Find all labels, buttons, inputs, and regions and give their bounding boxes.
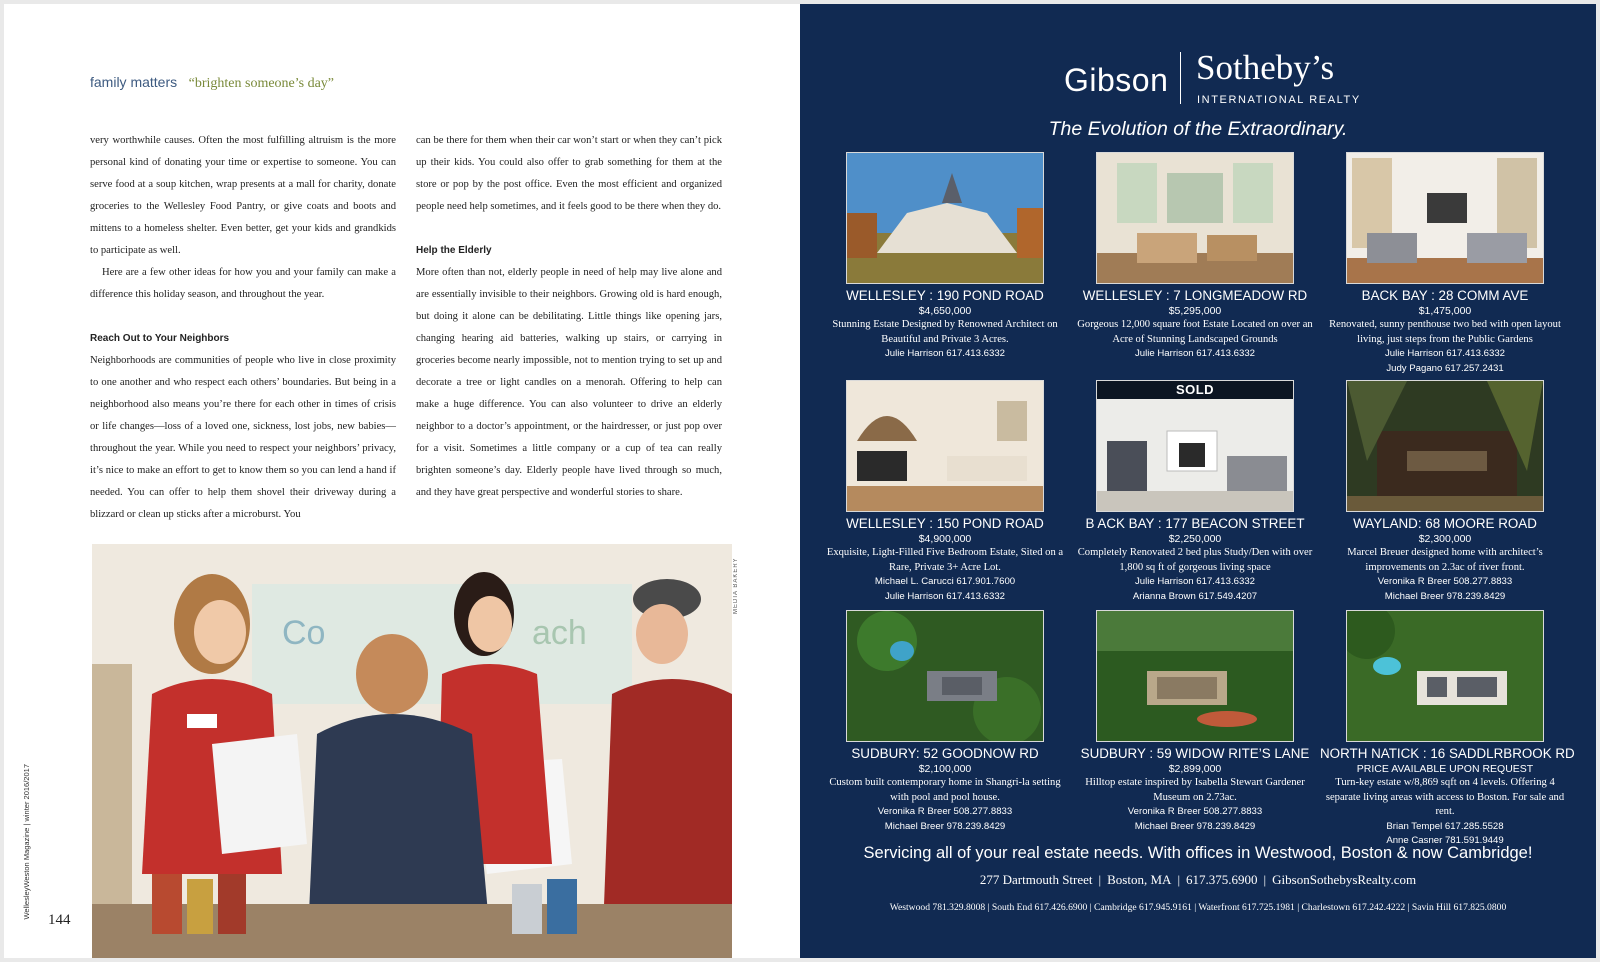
listing-description: Turn-key estate w/8,869 sqft on 4 levels. Offering 4 separate living areas with access to Boston. For sale and rent.: [1325, 777, 1565, 817]
listing-photo: [1346, 610, 1544, 742]
listing-address: WELLESLEY : 7 LONGMEADOW RD: [1082, 288, 1308, 303]
listing-price: $4,900,000: [918, 533, 972, 545]
page-number: 144: [48, 912, 71, 928]
section-header: [90, 74, 334, 92]
listing-description: Renovated, sunny penthouse two bed with open layout living, just steps from the Public Gardens: [1329, 319, 1561, 345]
brand-subtitle: INTERNATIONAL REALTY: [1197, 94, 1361, 106]
listing-agent: Michael L. Carucci 617.901.7600: [874, 576, 1016, 587]
listing-address: B ACK BAY : 177 BEACON STREET: [1085, 516, 1305, 531]
section-name: family matters: [90, 74, 178, 90]
listing-agent: Judy Pagano 617.257.2431: [1386, 362, 1504, 374]
article-column-1: [90, 130, 396, 526]
listing-description: Marcel Breuer designed home with architect’s improvements on 2.3ac of river front.: [1347, 547, 1543, 573]
article-paragraph: Neighborhoods are communities of people who live in close proximity to one another and who respect each others’ boundaries. But being in a neighborhood also means you’re there for each other in times of crisis or life changes—loss of a loved one, sickness, lost jobs, new babies—throughout the year. While you need to respect your neighbors’ privacy, it’s nice to make an effort to get to know them so you can lend a hand if needed. You can offer to help them shovel their driveway during a blizzard or clean up sticks after a microburst. You: [90, 355, 396, 520]
listing-agent: Julie Harrison 617.413.6332: [884, 348, 1005, 359]
listing-photo: [846, 380, 1044, 512]
left-page: [4, 4, 800, 958]
section-subtitle: “brighten someone’s day”: [188, 76, 335, 91]
listing-card: [1320, 152, 1570, 376]
listing-photo: [1096, 380, 1294, 512]
listing-photo: [1096, 152, 1294, 284]
listing-agent: Brian Tempel 617.285.5528: [1386, 820, 1504, 832]
listing-agent: Veronika R Breer 508.277.8833: [877, 806, 1013, 817]
listing-card: [1070, 152, 1320, 362]
listing-card: [820, 610, 1070, 834]
listing-description: Custom built contemporary home in Shangri-la setting with pool and pool house.: [829, 777, 1061, 803]
listing-description: Hilltop estate inspired by Isabella Stewart Gardener Museum on 2.73ac.: [1085, 777, 1305, 803]
listing-price: $2,100,000: [918, 763, 972, 775]
listing-description: Gorgeous 12,000 square foot Estate Located on over an Acre of Stunning Landscaped Grounds: [1077, 319, 1313, 345]
volunteers-photo: [92, 544, 732, 958]
contact-phone[interactable]: 617.375.6900: [1186, 872, 1258, 887]
listing-address: WELLESLEY : 190 POND ROAD: [846, 288, 1044, 303]
listing-address: NORTH NATICK : 16 SADDLRBROOK RD: [1320, 746, 1575, 761]
listing-price: $4,650,000: [918, 305, 972, 317]
listing-price: $2,300,000: [1418, 533, 1472, 545]
listing-card: [1320, 380, 1570, 604]
listing-description: Completely Renovated 2 bed plus Study/Den with over 1,800 sq ft of gorgeous living space: [1077, 547, 1313, 573]
office-list: Westwood 781.329.8008 | South End 617.426.6900 | Cambridge 617.945.9161 | Waterfront 617.725.1981 | Charlestown 617.242.4222 | Savin Hill 617.825.0800: [889, 902, 1507, 913]
listing-photo: [1346, 152, 1544, 284]
brand-sothebys: Sotheby’s: [1196, 48, 1335, 87]
contact-address: 277 Dartmouth Street: [979, 872, 1093, 887]
article-paragraph: very worthwhile causes. Often the most fulfilling altruism is the more personal kind of donating your time or expertise to someone. You can serve food at a soup kitchen, wrap presents at a mall for charity, donate groceries to the Wellesley Food Pantry, or give coats and boots and mittens to a homeless shelter. Even better, get your kids and grandkids to participate as well.: [90, 135, 396, 256]
listing-address: SUDBURY: 52 GOODNOW RD: [851, 746, 1039, 761]
article-paragraph: Here are a few other ideas for how you and your family can make a difference this holiday season, and throughout the year.: [90, 267, 396, 300]
service-statement: Servicing all of your real estate needs. With offices in Westwood, Boston & now Cambridge!: [863, 844, 1533, 862]
article-subheading: Help the Elderly: [416, 245, 492, 256]
listing-price: $2,250,000: [1168, 533, 1222, 545]
svg-text:ach: ach: [532, 614, 587, 652]
listing-agent: Anne Casner 781.591.9449: [1386, 835, 1504, 846]
listing-agent: Julie Harrison 617.413.6332: [1134, 576, 1255, 587]
sold-badge: SOLD: [1097, 381, 1293, 399]
svg-text:Co: Co: [282, 614, 326, 652]
listing-address: WAYLAND: 68 MOORE ROAD: [1353, 516, 1537, 531]
listing-card: [1070, 380, 1320, 604]
listing-card: [820, 380, 1070, 604]
listing-agent: Julie Harrison 617.413.6332: [884, 590, 1005, 602]
listing-description: Stunning Estate Designed by Renowned Architect on Beautiful and Private 3 Acres.: [832, 319, 1058, 345]
article-subheading: Reach Out to Your Neighbors: [90, 333, 230, 344]
listing-agent: Arianna Brown 617.549.4207: [1132, 590, 1258, 602]
listing-price: $5,295,000: [1168, 305, 1222, 317]
contact-line: 277 Dartmouth Street | Boston, MA | 617.375.6900 | GibsonSothebysRealty.com: [979, 872, 1417, 887]
photo-credit: MEDIA BAKERY: [733, 557, 739, 614]
listing-photo: [846, 610, 1044, 742]
contact-city: Boston, MA: [1107, 872, 1172, 887]
listing-agent: Veronika R Breer 508.277.8833: [1127, 806, 1263, 817]
magazine-spine-text: WellesleyWeston Magazine | winter 2016/2017: [22, 764, 31, 920]
listing-price: $1,475,000: [1418, 305, 1472, 317]
listing-agent: Michael Breer 978.239.8429: [1384, 590, 1506, 602]
listing-address: SUDBURY : 59 WIDOW RITE’S LANE: [1080, 746, 1310, 761]
listing-price: PRICE AVAILABLE UPON REQUEST: [1356, 763, 1534, 775]
listing-card: [820, 152, 1070, 362]
listing-agent: Julie Harrison 617.413.6332: [1134, 348, 1255, 359]
listing-card: [1070, 610, 1320, 834]
listing-description: Exquisite, Light-Filled Five Bedroom Estate, Sited on a Rare, Private 3+ Acre Lot.: [826, 547, 1064, 573]
listing-agent: Michael Breer 978.239.8429: [884, 820, 1006, 832]
brand-gibson: Gibson: [1064, 62, 1169, 98]
listing-agent: Michael Breer 978.239.8429: [1134, 820, 1256, 832]
listing-address: BACK BAY : 28 COMM AVE: [1361, 288, 1529, 303]
listing-price: $2,899,000: [1168, 763, 1222, 775]
listing-card: [1320, 610, 1575, 849]
listing-agent: Julie Harrison 617.413.6332: [1384, 348, 1505, 359]
article-column-2: [416, 130, 722, 504]
right-page-ad: [800, 4, 1596, 958]
listing-photo: [846, 152, 1044, 284]
listing-agent: Veronika R Breer 508.277.8833: [1377, 576, 1513, 587]
article-paragraph: can be there for them when their car won’t start or when they can’t pick up their kids. You could also offer to grab something for them at the store or pop by the post office. Even the most efficient and organized people need help sometimes, and it feels good to be there when they do.: [416, 135, 722, 212]
listing-address: WELLESLEY : 150 POND ROAD: [846, 516, 1044, 531]
article-paragraph: More often than not, elderly people in need of help may live alone and are essentially invisible to their neighbors. Growing old is hard enough, but doing it alone can be debilitating. Little things like opening jars, changing hearing aid batteries, walking up stairs, or carrying in groceries become nearly impossible, not to mention trying to set up and decorate a tree or light candles on a menorah. Offering to help can make a huge difference. You can also volunteer to drive an elderly neighbor to a doctor’s appointment, or the hairdresser, or just pop over for a visit. Sometimes a little company or a cup of tea can really brighten someone’s day. Elderly people have lived through so much, and they have great perspective and wonderful stories to share.: [416, 267, 722, 498]
logo-divider: [1180, 52, 1181, 104]
contact-website[interactable]: GibsonSothebysRealty.com: [1272, 872, 1417, 887]
listing-photo: [1096, 610, 1294, 742]
listing-photo: [1346, 380, 1544, 512]
tagline: The Evolution of the Extraordinary.: [1048, 118, 1348, 140]
